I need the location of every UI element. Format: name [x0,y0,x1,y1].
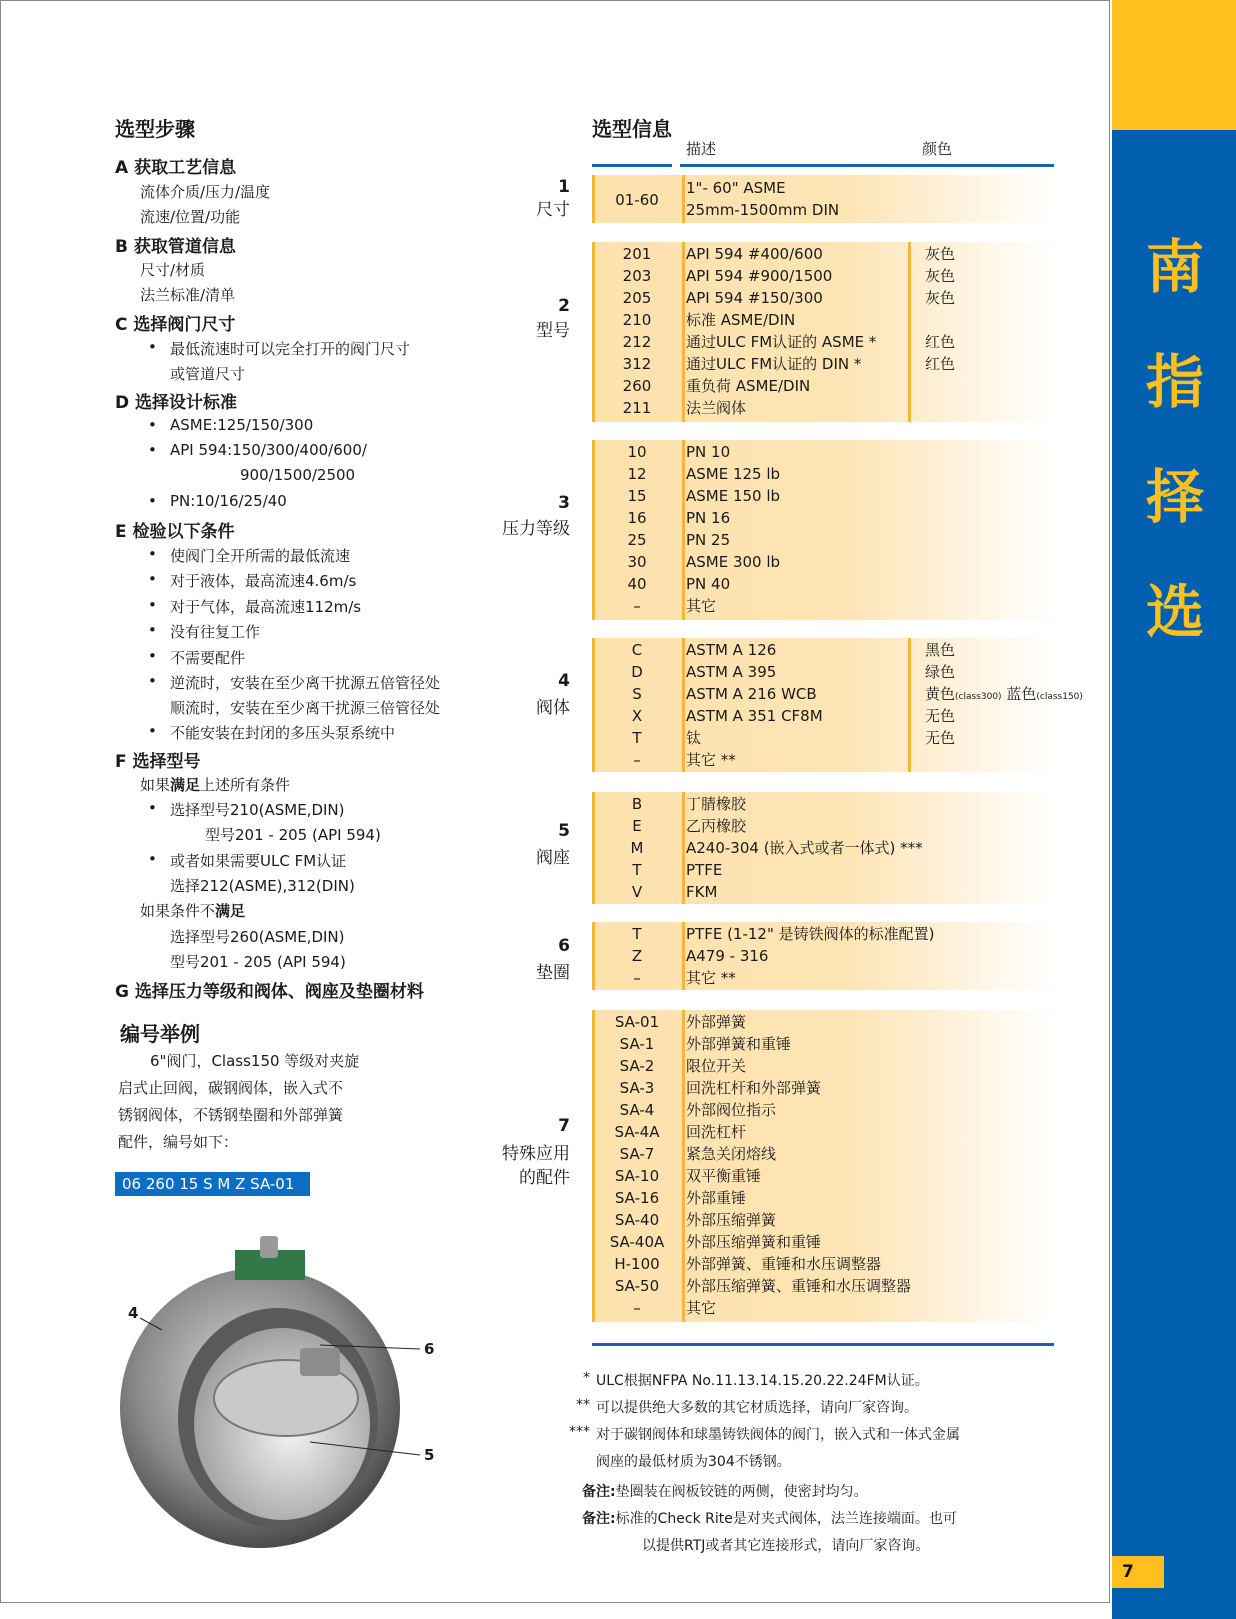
step-e-bullet: • 逆流时，安装在至少离干扰源五倍管径处 [170,672,440,693]
option-desc: API 594 #150/300 [686,289,823,307]
remark-text: 标准的Check Rite是对夹式阀体，法兰连接端面。也可 [615,1511,957,1527]
option-color: 红色 [925,333,956,351]
step-e-bullet: • 对于液体，最高流速4.6m/s [170,570,356,591]
selection-steps-title: 选型步骤 [115,117,195,141]
group-divider [682,175,685,223]
step-e-heading: E 检验以下条件 [115,522,235,542]
step-f-text: 如果 [140,776,171,794]
step-e-bullet: • 使阀门全开所需的最低流速 [170,545,350,566]
sidebar-char: 南 [1145,233,1204,301]
step-f-text: 上述所有条件 [200,776,291,794]
example-text: 启式止回阀，碳钢阀体，嵌入式不 [118,1079,344,1097]
option-code: 01-60 [615,191,659,209]
step-d-bullet: • API 594:150/300/400/600/ [170,441,367,459]
option-code: SA-1 [619,1035,655,1053]
group-label: 尺寸 [536,200,570,220]
option-desc: 标准 ASME/DIN [686,311,796,329]
group-label: 阀体 [536,698,570,718]
option-code: 12 [627,465,647,483]
option-desc: 其它 ** [686,969,736,987]
step-e-bullet: • 不能安装在封闭的多压头泵系统中 [170,722,395,743]
group-divider [682,922,685,990]
group-divider [682,242,685,422]
option-color: 绿色 [925,663,956,681]
step-f-bullet: • 或者如果需要ULC FM认证 [170,850,346,871]
option-desc: 外部弹簧 [686,1013,747,1031]
option-desc: 紧急关闭熔线 [686,1145,777,1163]
remark [582,1481,868,1501]
group-number: 3 [558,493,570,513]
option-desc: PTFE (1-12" 是铸铁阀体的标准配置) [686,925,935,943]
step-f-bullet-cont: 选择212(ASME),312(DIN) [170,877,355,895]
callout-leader [320,1345,420,1349]
step-e-bullet: • 不需要配件 [170,647,245,668]
option-code: SA-16 [614,1189,660,1207]
option-color: 无色 [925,707,956,725]
option-color: 灰色 [925,289,956,307]
option-code: T [632,925,642,943]
option-desc: PN 40 [686,575,731,593]
option-code: SA-50 [614,1277,660,1295]
option-desc: 其它 [686,1299,717,1317]
step-c-bullet: • 最低流速时可以完全打开的阀门尺寸 [170,338,410,359]
option-desc: 法兰阀体 [686,399,747,417]
selection-info-title: 选型信息 [592,117,672,141]
option-desc: 其它 [686,597,717,615]
step-e-bullet: • 对于气体，最高流速112m/s [170,596,361,617]
option-desc: 重负荷 ASME/DIN [686,377,811,395]
option-desc: 外部弹簧和重锤 [686,1035,792,1053]
option-desc: 双平衡重锤 [686,1167,762,1185]
option-color: 灰色 [925,267,956,285]
option-code: T [632,729,642,747]
callout-4: 4 [128,1304,139,1322]
option-desc: 丁腈橡胶 [686,795,747,813]
option-code: SA-3 [619,1079,655,1097]
option-desc: 回洗杠杆 [686,1123,747,1141]
option-desc: ASME 125 lb [686,465,781,483]
step-f-bullet-cont: 型号201 - 205 (API 594) [205,826,381,844]
option-color: 黑色 [925,641,956,659]
option-code: 40 [627,575,647,593]
callout-leader [140,1318,162,1330]
option-desc: 外部重锤 [686,1189,747,1207]
example-title: 编号举例 [120,1022,200,1046]
group-number: 5 [558,821,570,841]
option-desc: PN 25 [686,531,731,549]
step-f-line: 型号201 - 205 (API 594) [170,953,346,971]
option-desc: ASME 150 lb [686,487,781,505]
note-text: 阀座的最低材质为304不锈钢。 [596,1454,791,1470]
option-desc: 外部压缩弹簧和重锤 [686,1233,822,1251]
option-code: SA-4A [614,1123,660,1141]
option-desc: 回洗杠杆和外部弹簧 [686,1079,822,1097]
remark [582,1508,957,1528]
step-b-line: 尺寸/材质 [140,261,206,279]
group-divider [682,638,685,772]
option-code: SA-7 [619,1145,655,1163]
option-color: 无色 [925,729,956,747]
option-desc: 外部阀位指示 [686,1101,777,1119]
group-label: 型号 [536,321,570,341]
group-number: 7 [558,1116,570,1136]
option-desc: ASTM A 395 [686,663,777,681]
option-desc: API 594 #900/1500 [686,267,833,285]
step-g-heading: G 选择压力等级和阀体、阀座及垫圈材料 [115,982,424,1002]
sidebar-char: 择 [1145,463,1204,531]
group-divider [682,792,685,904]
option-desc: 外部压缩弹簧 [686,1211,777,1229]
option-color-text: 黄色 [925,685,956,703]
note-text: 可以提供绝大多数的其它材质选择，请向厂家咨询。 [596,1400,918,1416]
option-code: C [631,641,643,659]
sidebar-char: 选 [1145,578,1204,646]
option-desc: A240-304 (嵌入式或者一体式) *** [686,839,923,857]
callout-5: 5 [424,1446,435,1464]
option-desc: A479 - 316 [686,947,769,965]
option-code: V [631,883,643,901]
remark-text: 以提供RTJ或者其它连接形式，请向厂家咨询。 [642,1538,930,1554]
option-code: SA-01 [614,1013,660,1031]
step-d-bullet: • PN:10/16/25/40 [170,492,287,510]
step-e-bullet: • 没有往复工作 [170,621,260,642]
group-label: 垫圈 [536,963,570,983]
step-c-bullet-cont: 或管道尺寸 [170,365,246,383]
option-desc: ASME 300 lb [686,553,781,571]
column-header-desc: 描述 [686,140,717,158]
example-text: 6"阀门，Class150 等级对夹旋 [150,1052,360,1070]
option-code: – [633,597,641,615]
option-code: 15 [627,487,647,505]
step-f-emph: 满足 [170,776,201,794]
step-b-heading: B 获取管道信息 [115,237,236,257]
option-code: 205 [622,289,652,307]
option-code: 10 [627,443,647,461]
option-code: Z [631,947,643,965]
step-d-bullet-cont: 900/1500/2500 [240,466,356,484]
option-code: – [633,1299,641,1317]
option-code: 212 [622,333,652,351]
option-code: SA-40A [609,1233,665,1251]
option-code: H-100 [614,1255,660,1273]
group-number: 4 [558,671,570,691]
step-e-bullet-cont: 顺流时，安装在至少离干扰源三倍管径处 [170,699,441,717]
option-code: 25 [627,531,647,549]
step-f-line: 选择型号260(ASME,DIN) [170,928,345,946]
option-desc: 外部弹簧、重锤和水压调整器 [686,1255,882,1273]
example-code: 06 260 15 S M Z SA-01 [115,1172,310,1196]
option-desc: 1"- 60" ASME [686,179,786,197]
step-a-line: 流体介质/压力/温度 [140,183,271,201]
option-code: 260 [622,377,652,395]
option-code: 203 [622,267,652,285]
option-code: SA-4 [619,1101,655,1119]
note-marker: ** [576,1397,590,1413]
note-text: ULC根据NFPA No.11.13.14.15.20.22.24FM认证。 [596,1373,929,1389]
note-marker: * [583,1370,590,1386]
option-color: 灰色 [925,245,956,263]
group-number: 6 [558,936,570,956]
option-code: SA-2 [619,1057,655,1075]
option-code: – [633,969,641,987]
footer-rule [592,1343,1054,1346]
option-desc: 乙丙橡胶 [686,817,747,835]
group-number: 2 [558,296,570,316]
option-color-note: (class150) [1036,692,1083,702]
column-header-color: 颜色 [922,140,953,158]
option-desc: PN 10 [686,443,731,461]
option-color: 红色 [925,355,956,373]
group-label: 压力等级 [502,519,570,539]
step-d-heading: D 选择设计标准 [115,393,238,413]
option-desc: 其它 ** [686,751,736,769]
option-code: 30 [627,553,647,571]
group-divider [682,440,685,620]
group-label: 的配件 [519,1168,570,1188]
option-code: X [631,707,643,725]
step-b-line: 法兰标准/清单 [140,286,236,304]
option-code: M [630,839,644,857]
page-number: 7 [1112,1556,1164,1588]
example-text: 配件，编号如下： [118,1133,239,1151]
sidebar-char: 指 [1145,348,1204,416]
option-desc: 通过ULC FM认证的 DIN * [686,355,862,373]
step-f-emph: 满足 [215,902,246,920]
option-color-text: 蓝色 [1006,685,1037,703]
option-code: 210 [622,311,652,329]
group-label: 阀座 [536,848,570,868]
option-code: S [632,685,642,703]
option-desc: 钛 [686,729,702,747]
option-code: B [631,795,643,813]
note-marker: *** [569,1424,590,1440]
example-text: 锈钢阀体，不锈钢垫圈和外部弹簧 [118,1106,344,1124]
option-code: 201 [622,245,652,263]
option-desc: ASTM A 216 WCB [686,685,817,703]
option-desc: 25mm-1500mm DIN [686,201,840,219]
header-rule [592,164,672,167]
remark-text: 垫圈装在阀板铰链的两侧，使密封均匀。 [615,1484,868,1500]
option-code: T [632,861,642,879]
option-code: E [632,817,642,835]
option-desc: PTFE [686,861,723,879]
step-c-heading: C 选择阀门尺寸 [115,315,236,335]
step-f-heading: F 选择型号 [115,752,201,772]
option-desc: PN 16 [686,509,731,527]
option-desc: FKM [686,883,718,901]
group-number: 1 [558,177,570,197]
option-code: 312 [622,355,652,373]
option-code: SA-10 [614,1167,660,1185]
option-desc: 通过ULC FM认证的 ASME * [686,333,877,351]
header-rule [680,164,1054,167]
note-text: 对于碳钢阀体和球墨铸铁阀体的阀门，嵌入式和一体式金属 [596,1427,960,1443]
group-divider [682,1010,685,1322]
step-f-text: 如果条件不 [140,902,216,920]
callout-6: 6 [424,1340,435,1358]
option-code: 16 [627,509,647,527]
group-divider [908,638,911,772]
option-desc: ASTM A 126 [686,641,777,659]
option-code: D [631,663,643,681]
step-d-bullet: • ASME:125/150/300 [170,416,313,434]
group-divider [908,242,911,422]
option-code: – [633,751,641,769]
option-code: 211 [622,399,652,417]
remark-label: 备注: [582,1511,616,1527]
option-desc: ASTM A 351 CF8M [686,707,823,725]
option-code: SA-40 [614,1211,660,1229]
remark-label: 备注: [582,1484,616,1500]
group-label: 特殊应用 [502,1144,570,1164]
option-desc: API 594 #400/600 [686,245,823,263]
step-a-line: 流速/位置/功能 [140,208,241,226]
option-desc: 外部压缩弹簧、重锤和水压调整器 [686,1277,912,1295]
callout-leader [310,1442,420,1455]
step-a-heading: A 获取工艺信息 [115,158,237,178]
option-desc: 限位开关 [686,1057,747,1075]
option-color-note: (class300) [955,692,1002,702]
step-f-bullet: • 选择型号210(ASME,DIN) [170,799,345,820]
